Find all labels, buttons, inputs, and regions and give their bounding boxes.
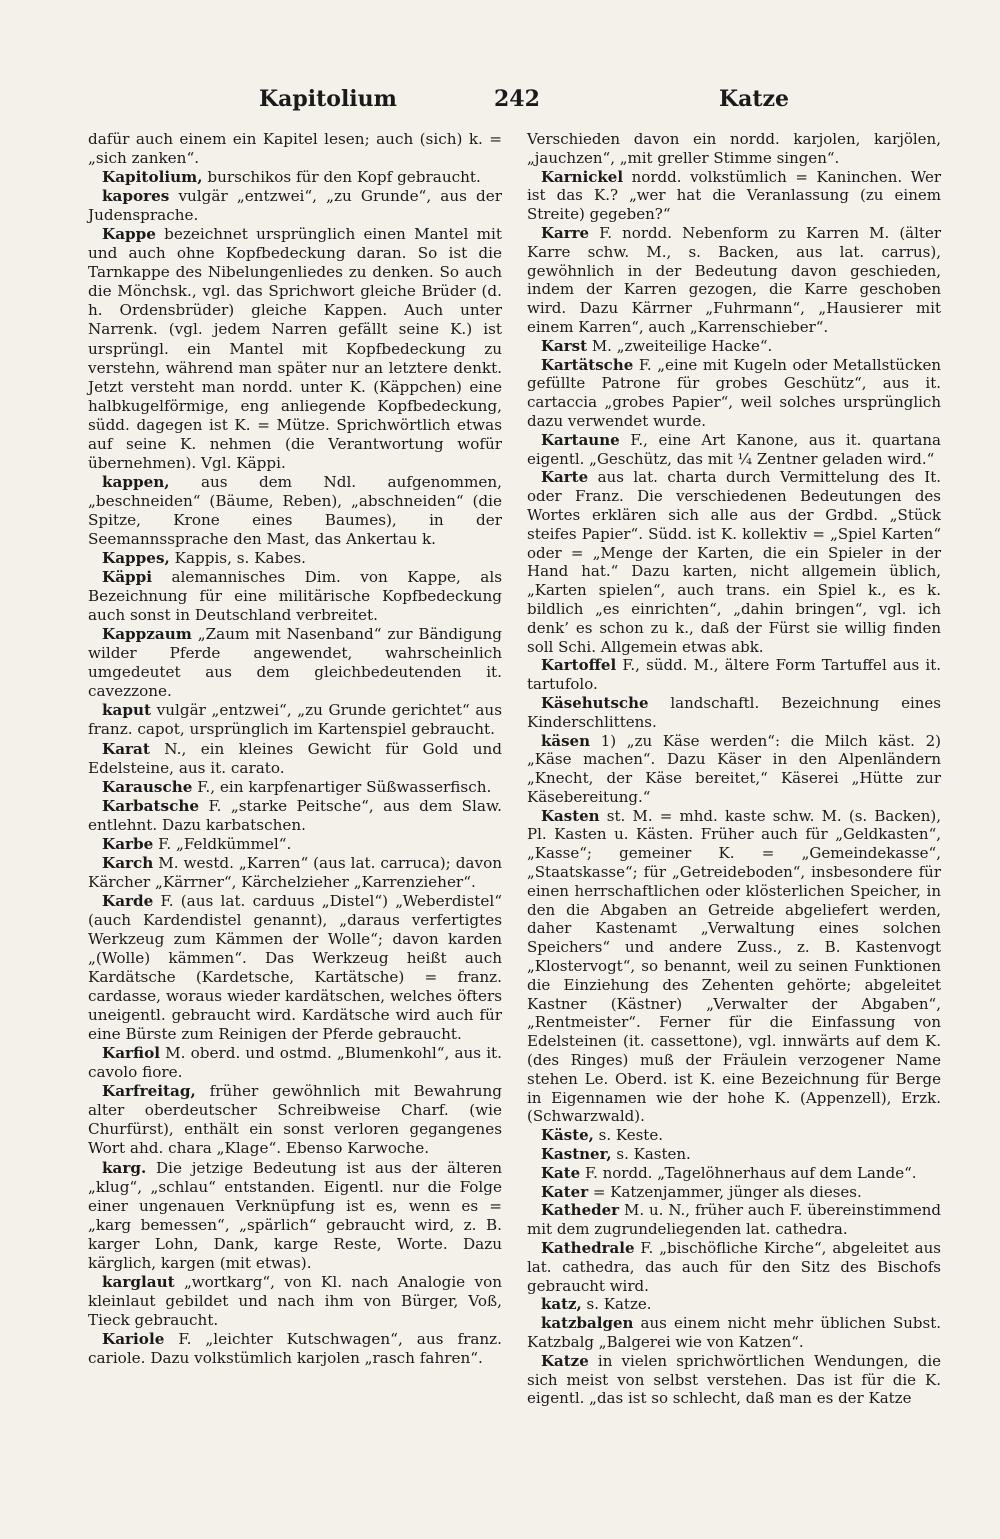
dictionary-entry	[527, 807, 941, 1127]
entry-definition: Kappis, s. Kabes.	[169, 549, 306, 568]
entry-definition: „Zaum mit Nasenband“ zur Bändigung wilder Pferde angewendet, wahrscheinlich umgedeutet aus dem gleichbedeutenden it. cavezzone.	[88, 625, 502, 701]
dictionary-entry	[88, 187, 502, 225]
entry-definition: F. „eine mit Kugeln oder Metallstücken gefüllte Patrone für grobes Geschütz“, aus it. cartaccia „grobes Papier“, weil solches ursprünglich dazu verwendet wurde.	[527, 355, 941, 430]
entry-headword: Käsehutsche	[541, 693, 649, 712]
entry-headword: karg.	[102, 1158, 147, 1177]
entry-definition: nordd. volkstümlich = Kaninchen. Wer ist das K.? „wer hat die Veranlassung (zu einem Streite) gegeben?“	[527, 167, 941, 224]
entry-definition: F. nordd. „Tagelöhnerhaus auf dem Lande“.	[580, 1163, 917, 1182]
entry-headword: kaput	[102, 701, 152, 720]
entry-headword: Kappzaum	[102, 625, 192, 644]
entry-headword: Karat	[102, 739, 150, 758]
entry-definition: Verschieden davon ein nordd. karjolen, karjölen, „jauchzen“, „mit greller Stimme singen“.	[527, 130, 941, 167]
entry-headword: Kappes,	[102, 549, 170, 568]
entry-headword: Karbe	[102, 834, 154, 853]
dictionary-entry	[527, 1183, 941, 1202]
dictionary-entry	[527, 1352, 941, 1408]
dictionary-entry	[527, 168, 941, 224]
dictionary-entry	[88, 625, 502, 701]
dictionary-entry	[88, 168, 502, 187]
dictionary-entry	[527, 1145, 941, 1164]
entry-headword: Kariole	[102, 1329, 165, 1348]
entry-headword: Kartätsche	[541, 355, 634, 374]
entry-headword: Karbatsche	[102, 796, 200, 815]
entry-headword: katz,	[541, 1295, 582, 1314]
entry-definition: s. Kasten.	[611, 1145, 691, 1164]
dictionary-entry	[527, 694, 941, 732]
dictionary-entry	[88, 225, 502, 473]
dictionary-entry	[88, 1159, 502, 1273]
entry-headword: Käppi	[102, 568, 153, 587]
header-right-keyword: Katze	[719, 86, 790, 112]
entry-definition: dafür auch einem ein Kapitel lesen; auch (sich) k. = „sich zanken“.	[88, 130, 502, 168]
entry-headword: Karde	[102, 891, 154, 910]
entry-definition: F., ein karpfenartiger Süßwasserfisch.	[192, 777, 492, 796]
dictionary-entry	[527, 1314, 941, 1352]
entry-definition: Die jetzige Bedeutung ist aus der älteren „klug“, „schlau“ entstanden. Eigentl. nur die Folge einer ungenauen Verknüpfung ist es, wenn es = „karg bemessen“, „spärlich“ gebraucht wird, z. B. karger Lohn, Dank, karge Reste, Worte. Dazu kärglich, kargen (mit etwas).	[88, 1158, 502, 1272]
entry-headword: Karfreitag,	[102, 1082, 196, 1101]
left-column	[88, 130, 502, 1368]
entry-headword: Kasten	[541, 806, 600, 825]
dictionary-entry	[527, 1295, 941, 1314]
entry-definition: F., südd. M., ältere Form Tartuffel aus it. tartufolo.	[527, 656, 941, 694]
entry-headword: Kartoffel	[541, 656, 617, 675]
dictionary-entry	[88, 1330, 502, 1368]
dictionary-entry	[527, 130, 941, 168]
header-left-keyword: Kapitolium	[259, 86, 397, 112]
dictionary-entry	[88, 568, 502, 625]
entry-definition: F. (aus lat. carduus „Distel“) „Weberdistel“ (auch Kardendistel genannt), „daraus verfertigtes Werkzeug zum Kämmen der Wolle“; davon karden „(Wolle) kämmen“. Das Werkzeug heißt auch Kardätsche (Kardetsche, Kartätsche) = franz. cardasse, woraus wieder kardätschen, welches öfters uneigentl. gebraucht wird. Kardätsche wird auch für eine Bürste zum Reinigen der Pferde gebraucht.	[88, 891, 502, 1044]
entry-headword: kapores	[102, 187, 170, 206]
dictionary-entry	[88, 835, 502, 854]
dictionary-entry	[88, 1082, 502, 1158]
dictionary-entry	[527, 1239, 941, 1295]
entry-headword: kappen,	[102, 472, 170, 491]
entry-definition: bezeichnet ursprünglich einen Mantel mit und auch ohne Kopfbedeckung daran. So ist die Tarnkappe des Nibelungenliedes zu denken. So auch die Mönchsk., vgl. das Sprichwort gleiche Brüder (d. h. Ordensbrüder) gleiche Kappen. Auch unter Narrenk. (vgl. jedem Narren gefällt seine K.) ist ursprüngl. ein Mantel mit Kopfbedeckung zu verstehn, während man später nur an letztere denkt. Jetzt versteht man nordd. unter K. (Käppchen) eine halbkugelförmige, eng anliegende Kopfbedeckung, südd. dagegen ist K. = Mütze. Sprichwörtlich etwas auf seine K. nehmen (die Verantwortung wofür übernehmen). Vgl. Käppi.	[88, 225, 502, 472]
entry-definition: 1) „zu Käse werden“: die Milch käst. 2) „Käse machen“. Dazu Käser in den Alpenländern „Knecht, der Käse bereitet,“ Käserei „Hütte zur Käsebereitung.“	[527, 731, 941, 806]
dictionary-entry	[527, 431, 941, 469]
entry-headword: Kappe	[102, 225, 156, 244]
entry-definition: alemannisches Dim. von Kappe, als Bezeichnung für eine militärische Kopfbedeckung auch sonst in Deutschland verbreitet.	[88, 568, 502, 625]
entry-headword: Kastner,	[541, 1145, 612, 1164]
dictionary-entry	[88, 854, 502, 892]
dictionary-entry	[88, 740, 502, 778]
dictionary-entry	[527, 337, 941, 356]
entry-definition: st. M. = mhd. kaste schw. M. (s. Backen), Pl. Kasten u. Kästen. Früher auch für „Geldkasten“, „Kasse“; gemeiner K. = „Gemeindekasse“, „Staatskasse“; für „Getreideboden“, insbesondere für einen herrschaftlichen oder klösterlichen Speicher, in den die Abgaben an Getreide abgeliefert werden, daher Kastenamt „Verwaltung eines solchen Speichers“ und andere Zuss., z. B. Kastenvogt „Klostervogt“, so benannt, weil zu seinen Funktionen die Einziehung des Zehenten gehörte; abgeleitet Kastner (Kästner) „Verwalter der Abgaben“, „Rentmeister“. Ferner für die Einfassung von Edelsteinen (it. cassettone), vgl. innwärts auf dem K. (des Ringes) muß der Fräulein verzogener Name stehen Le. Oberd. ist K. eine Bezeichnung für Berge in Eigennamen wie der hohe K. (Appenzell), Erzk. (Schwarzwald).	[527, 806, 941, 1126]
entry-definition: = Katzenjammer, jünger als dieses.	[588, 1182, 862, 1201]
entry-headword: Katze	[541, 1351, 589, 1370]
entry-definition: F. „starke Peitsche“, aus dem Slaw. entlehnt. Dazu karbatschen.	[88, 796, 502, 834]
dictionary-entry	[527, 356, 941, 431]
right-column	[527, 130, 941, 1408]
entry-definition: F. „Feldkümmel“.	[153, 834, 292, 853]
dictionary-entry	[527, 468, 941, 656]
entry-headword: Katheder	[541, 1201, 620, 1220]
dictionary-entry	[527, 1126, 941, 1145]
dictionary-entry	[88, 778, 502, 797]
entry-definition: F., eine Art Kanone, aus it. quartana eigentl. „Geschütz, das mit ¼ Zentner geladen wird.“	[527, 430, 941, 468]
entry-headword: Kater	[541, 1182, 589, 1201]
dictionary-entry	[527, 224, 941, 337]
entry-headword: Kathedrale	[541, 1239, 635, 1258]
entry-headword: katzbalgen	[541, 1314, 634, 1333]
entry-headword: Karausche	[102, 777, 193, 796]
entry-definition: s. Keste.	[593, 1126, 663, 1145]
dictionary-entry	[527, 1201, 941, 1239]
entry-definition: N., ein kleines Gewicht für Gold und Edelsteine, aus it. carato.	[88, 739, 502, 777]
entry-definition: F. nordd. Nebenform zu Karren M. (älter Karre schw. M., s. Backen, aus lat. carrus), gewöhnlich in der Bedeutung davon geschieden, indem der Karren gezogen, die Karre geschoben wird. Dazu Kärrner „Fuhrmann“, „Hausierer mit einem Karren“, auch „Karrenschieber“.	[527, 223, 941, 336]
entry-definition: aus lat. charta durch Vermittelung des It. oder Franz. Die verschiedenen Bedeutungen des Wortes erklären sich alle aus der Grdbd. „Stück steifes Papier“. Südd. ist K. kollektiv = „Spiel Karten“ oder = „Menge der Karten, die ein Spieler in der Hand hat.“ Dazu karten, nicht allgemein üblich, „Karten spielen“, auch trans. ein Spiel k., es k. bildlich „es einrichten“, „dahin bringen“, vgl. ich denk’ es schon zu k., daß der Fürst sie willig finden soll Schi. Allgemein etwas abk.	[527, 468, 941, 656]
entry-definition: in vielen sprichwörtlichen Wendungen, die sich meist von selbst verstehen. Das ist für die K. eigentl. „das ist so schlecht, daß man es der Katze	[527, 1351, 941, 1408]
entry-definition: F. „bischöfliche Kirche“, abgeleitet aus lat. cathedra, das auch für den Sitz des Bischofs gebraucht wird.	[527, 1239, 941, 1295]
entry-headword: Karst	[541, 336, 588, 355]
entry-headword: Kartaune	[541, 430, 620, 449]
dictionary-entry	[88, 473, 502, 549]
dictionary-entry	[527, 732, 941, 807]
entry-headword: Karnickel	[541, 167, 624, 186]
page-number: 242	[494, 86, 540, 112]
entry-definition: „wortkarg“, von Kl. nach Analogie von kleinlaut gebildet und nach ihm von Bürger, Voß, Tieck gebraucht.	[88, 1272, 502, 1329]
dictionary-entry	[88, 701, 502, 739]
running-header	[84, 86, 934, 122]
entry-definition: vulgär „entzwei“, „zu Grunde gerichtet“ aus franz. capot, ursprünglich im Kartenspiel gebraucht.	[88, 701, 502, 739]
entry-headword: Karfiol	[102, 1044, 160, 1063]
entry-headword: Kapitolium,	[102, 168, 203, 187]
entry-definition: früher gewöhnlich mit Bewahrung alter oberdeutscher Schreibweise Charf. (wie Churfürst), enthält ein sonst verloren gegangenes Wort ahd. chara „Klage“. Ebenso Karwoche.	[88, 1082, 502, 1158]
dictionary-entry	[88, 797, 502, 835]
entry-definition: M. u. N., früher auch F. übereinstimmend mit dem zugrundeliegenden lat. cathedra.	[527, 1201, 941, 1239]
entry-definition: F. „leichter Kutschwagen“, aus franz. cariole. Dazu volkstümlich karjolen „rasch fahren“.	[88, 1329, 502, 1367]
entry-definition: M. oberd. und ostmd. „Blumenkohl“, aus it. cavolo fiore.	[88, 1044, 502, 1082]
entry-definition: aus dem Ndl. aufgenommen, „beschneiden“ (Bäume, Reben), „abschneiden“ (die Spitze, Krone eines Baumes), in der Seemannssprache den Mast, das Ankertau k.	[88, 472, 502, 548]
entry-headword: Kate	[541, 1163, 581, 1182]
dictionary-entry	[88, 1273, 502, 1330]
entry-definition: landschaftl. Bezeichnung eines Kinderschlittens.	[527, 693, 941, 731]
dictionary-entry	[88, 130, 502, 168]
entry-definition: aus einem nicht mehr üblichen Subst. Katzbalg „Balgerei wie von Katzen“.	[527, 1314, 941, 1351]
entry-definition: M. „zweiteilige Hacke“.	[587, 336, 773, 355]
entry-definition: vulgär „entzwei“, „zu Grunde“, aus der Judensprache.	[88, 187, 502, 225]
entry-headword: Karte	[541, 468, 589, 487]
entry-headword: Karre	[541, 223, 590, 242]
dictionary-entry	[88, 1044, 502, 1082]
entry-headword: Käste,	[541, 1126, 594, 1145]
entry-definition: burschikos für den Kopf gebraucht.	[202, 168, 481, 187]
entry-headword: Karch	[102, 853, 154, 872]
dictionary-entry	[88, 549, 502, 568]
entry-headword: karglaut	[102, 1272, 175, 1291]
dictionary-entry	[527, 656, 941, 694]
entry-definition: s. Katze.	[581, 1295, 652, 1314]
entry-definition: M. westd. „Karren“ (aus lat. carruca); davon Kärcher „Kärrner“, Kärchelzieher „Karrenzieher“.	[88, 853, 502, 891]
entry-headword: käsen	[541, 731, 591, 750]
dictionary-entry	[527, 1164, 941, 1183]
dictionary-entry	[88, 892, 502, 1044]
